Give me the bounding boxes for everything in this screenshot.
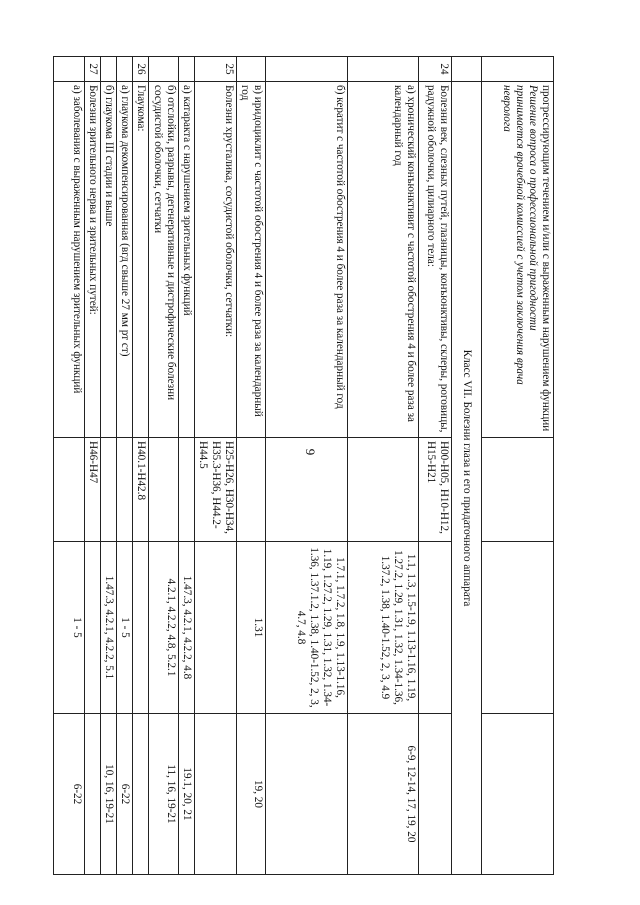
disease-text: а) заболевания с выраженным нарушением зрительных функций xyxy=(54,82,85,438)
disease-text: б) отслойки, разрывы, дегенеративные и дистрофические болезни сосудистой оболочки, сетчатки xyxy=(149,82,179,438)
specialists: 6-22 xyxy=(54,714,85,875)
icd-codes: H00-H05, H10-H12, H15-H21 xyxy=(419,438,452,542)
row-number: 27 xyxy=(85,57,101,82)
specialists: 19, 20 xyxy=(237,714,266,875)
preface-row xyxy=(482,57,554,875)
harmful-factors: 1.47.3, 4.2.1, 4.2.2, 5.1 xyxy=(101,542,117,714)
harmful-factors xyxy=(85,542,101,714)
harmful-factors: 1 - 5 xyxy=(117,542,133,714)
harmful-factors xyxy=(195,542,237,714)
specialists xyxy=(133,714,149,875)
harmful-factors: 1.47.3, 4.2.1, 4.2.2, 4.8 xyxy=(179,542,195,714)
disease-text: б) глаукома III стадии и выше xyxy=(101,82,117,438)
row-number xyxy=(117,57,133,82)
disease-text: а) катаракта с нарушением зрительных функций xyxy=(179,82,195,438)
row-number xyxy=(348,57,419,82)
disease-text: Глаукома: xyxy=(133,82,149,438)
table-row xyxy=(149,57,179,875)
table-row xyxy=(266,57,348,875)
preface-text xyxy=(482,82,554,438)
specialists: 19.1, 20, 21 xyxy=(179,714,195,875)
section-heading: Класс VII. Болезни глаза и его придаточного аппарата xyxy=(452,82,482,875)
icd-codes xyxy=(348,438,419,542)
icd-codes xyxy=(237,438,266,542)
disease-text: Болезни век, слезных путей, глазницы, конъюнктивы, склеры, роговицы, радужной оболочки, цилиарного тела: xyxy=(419,82,452,438)
specialists: 11, 16, 19-21 xyxy=(149,714,179,875)
table-row xyxy=(117,57,133,875)
specialists xyxy=(85,714,101,875)
specialists xyxy=(195,714,237,875)
row-number xyxy=(149,57,179,82)
disease-text: б) кератит с частотой обострения 4 и более раза за календарный год xyxy=(266,82,348,438)
table-row xyxy=(195,57,237,875)
icd-codes: H25-H26, H30-H34, H35.3-H36, H44.2-H44.5 xyxy=(195,438,237,542)
icd-codes xyxy=(117,438,133,542)
row-number xyxy=(179,57,195,82)
row-number xyxy=(54,57,85,82)
harmful-factors: 1.1, 1.3, 1.5-1.9, 1.13-1.16, 1.19, 1.27.2, 1.29, 1.31, 1.32, 1.34-1.36, 1.37.2, 1.38, 1.40-1.52, 2, 3, 4.9 xyxy=(348,542,419,714)
icd-codes: H40.1-H42.8 xyxy=(133,438,149,542)
harmful-factors xyxy=(419,542,452,714)
specialists xyxy=(419,714,452,875)
disease-text: а) глаукома декомпенсированная (вгд свыше 27 мм рт ст) xyxy=(117,82,133,438)
specialists xyxy=(266,714,348,875)
table-row xyxy=(348,57,419,875)
disease-text: Болезни зрительного нерва и зрительных путей: xyxy=(85,82,101,438)
specialists: 6-22 xyxy=(117,714,133,875)
table-row xyxy=(54,57,85,875)
page-number: 9 xyxy=(303,448,318,456)
disease-table xyxy=(53,56,554,875)
icd-codes xyxy=(149,438,179,542)
icd-codes xyxy=(101,438,117,542)
specialists: 10, 16, 19-21 xyxy=(101,714,117,875)
icd-codes xyxy=(266,438,348,542)
icd-codes xyxy=(54,438,85,542)
harmful-factors: 1.31 xyxy=(237,542,266,714)
row-number: 26 xyxy=(133,57,149,82)
table-row xyxy=(133,57,149,875)
harmful-factors: 4.2.1, 4.2.2, 4.8, 5.2.1 xyxy=(149,542,179,714)
row-number: 25 xyxy=(195,57,237,82)
preface-line: прогрессирующим течением и/или с выраженным нарушением функции xyxy=(540,85,552,432)
row-number xyxy=(237,57,266,82)
table-row xyxy=(179,57,195,875)
harmful-factors: 1.7.1, 1.7.2, 1.8, 1.9, 1.13-1.16, 1.19, 1.27.2, 1.29, 1.31, 1.32, 1.34-1.36, 1.37.1.2, 1.38, 1.40-1.52, 2, 3, 4.7, 4.8 xyxy=(266,542,348,714)
row-number: 24 xyxy=(419,57,452,82)
icd-codes xyxy=(179,438,195,542)
harmful-factors: 1 - 5 xyxy=(54,542,85,714)
row-number xyxy=(266,57,348,82)
table-row xyxy=(237,57,266,875)
table-row xyxy=(101,57,117,875)
preface-italic-line: невролога xyxy=(501,85,514,132)
icd-codes: H46-H47 xyxy=(85,438,101,542)
row-number xyxy=(101,57,117,82)
disease-text: Болезни хрусталика, сосудистой оболочки, сетчатки: xyxy=(195,82,237,438)
table-row xyxy=(419,57,452,875)
table-row xyxy=(85,57,101,875)
disease-text: а) хронический конъюнктивит с частотой обострения 4 и более раза за календарный год xyxy=(348,82,419,438)
specialists: 6-9, 12-14, 17, 19, 20 xyxy=(348,714,419,875)
section-row xyxy=(452,57,482,875)
disease-text: в) иридоциклит с частотой обострения 4 и более раза за календарный год xyxy=(237,82,266,438)
preface-italic-line: Решение вопроса о профессиональной пригодности xyxy=(527,85,540,331)
preface-italic-line: принимается врачебной комиссией с учетом заключения врача xyxy=(514,85,527,385)
harmful-factors xyxy=(133,542,149,714)
